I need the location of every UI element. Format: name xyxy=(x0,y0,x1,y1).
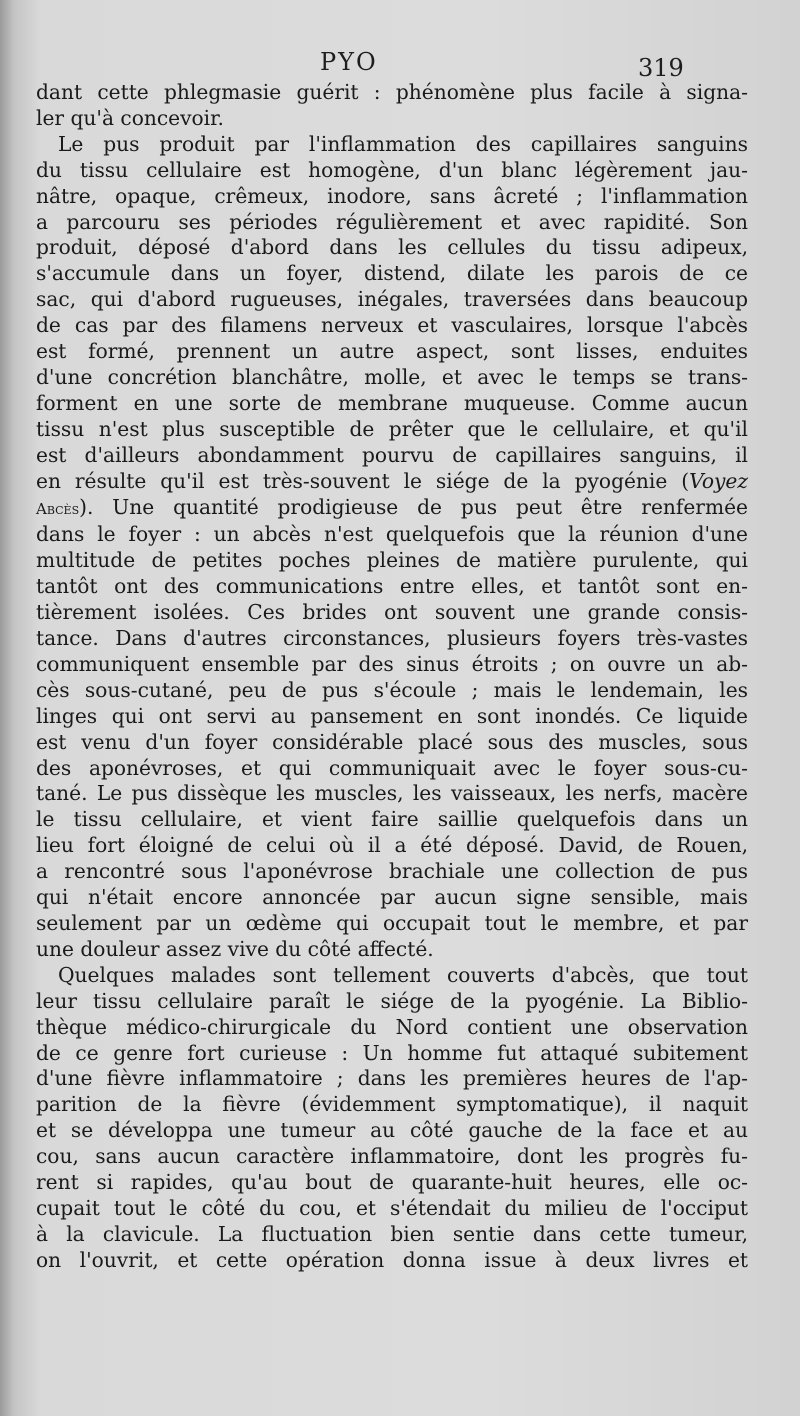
text-line xyxy=(36,548,748,574)
text-line xyxy=(36,678,748,704)
text-line xyxy=(36,730,748,756)
text-line xyxy=(36,1170,748,1196)
text-line xyxy=(36,1041,748,1067)
text-line xyxy=(36,235,748,261)
line-text: des aponévroses, et qui communiquait avec le foyer sous-cu- xyxy=(36,755,748,780)
line-text: leur tissu cellulaire paraît le siége de la pyogénie. La Biblio- xyxy=(36,988,748,1013)
line-text: cou, sans aucun caractère inflammatoire, dont les progrès fu- xyxy=(36,1144,748,1169)
line-text: d'une fièvre inflammatoire ; dans les premières heures de l'ap- xyxy=(36,1066,748,1091)
line-text: communiquent ensemble par des sinus étroits ; on ouvre un ab- xyxy=(36,651,748,676)
line-text: du tissu cellulaire est homogène, d'un blanc légèrement jau- xyxy=(36,157,748,182)
line-text: produit, déposé d'abord dans les cellules du tissu adipeux, xyxy=(36,235,748,260)
text-line xyxy=(36,833,748,859)
line-text: tissu n'est plus susceptible de prêter que le cellulaire, et qu'il xyxy=(36,416,748,441)
line-text: lieu fort éloigné de celui où il a été déposé. David, de Rouen, xyxy=(36,833,748,858)
text-line xyxy=(36,600,748,626)
text-line xyxy=(36,1015,748,1041)
line-text: ler qu'à concevoir. xyxy=(36,105,224,130)
line-text: et se développa une tumeur au côté gauche de la face et au xyxy=(36,1118,748,1143)
line-text: est formé, prennent un autre aspect, sont lisses, enduites xyxy=(36,339,748,364)
text-line xyxy=(36,339,748,365)
line-text: cupait tout le côté du cou, et s'étendait du milieu de l'occiput xyxy=(36,1195,748,1220)
smallcaps-reference: Abcès xyxy=(36,499,80,518)
running-head-title: PYO xyxy=(320,48,378,76)
line-text: parition de la fièvre (évidemment symptomatique), il naquit xyxy=(36,1092,748,1117)
text-line xyxy=(36,313,748,339)
text-line xyxy=(36,1248,748,1274)
line-text: tance. Dans d'autres circonstances, plusieurs foyers très-vastes xyxy=(36,626,748,651)
text-line xyxy=(36,989,748,1015)
text-line xyxy=(36,261,748,287)
text-line xyxy=(36,522,748,548)
line-text: seulement par un œdème qui occupait tout le membre, et par xyxy=(36,911,748,935)
line-text: thèque médico-chirurgicale du Nord contient une observation xyxy=(36,1014,748,1039)
text-line xyxy=(36,417,748,443)
text-line xyxy=(36,807,748,833)
italic-reference: Voyez xyxy=(689,468,748,493)
line-text: de cas par des filamens nerveux et vasculaires, lorsque l'abcès xyxy=(36,313,748,338)
text-line xyxy=(36,626,748,652)
text-line xyxy=(36,365,748,391)
line-text: dans le foyer : un abcès n'est quelquefois que la réunion d'une xyxy=(36,522,748,547)
line-text: Quelques malades sont tellement couverts d'abcès, que tout xyxy=(58,962,748,987)
text-line xyxy=(36,704,748,730)
text-line xyxy=(36,781,748,807)
text-line xyxy=(36,911,748,937)
text-line xyxy=(36,652,748,678)
line-text: le tissu cellulaire, et vient faire saillie quelquefois dans un xyxy=(36,807,748,832)
text-line xyxy=(36,80,748,106)
text-line xyxy=(36,1092,748,1118)
line-text: s'accumule dans un foyer, distend, dilate les parois de ce xyxy=(36,261,748,286)
text-line xyxy=(36,1066,748,1092)
line-text: multitude de petites poches pleines de matière purulente, qui xyxy=(36,548,748,573)
line-text: qui n'était encore annoncée par aucun signe sensible, mais xyxy=(36,885,748,910)
text-line xyxy=(36,885,748,911)
text-line xyxy=(36,756,748,782)
text-line xyxy=(36,106,748,132)
line-text: une douleur assez vive du côté affecté. xyxy=(36,936,434,961)
line-text: de ce genre fort curieuse : Un homme fut attaqué subitement xyxy=(36,1040,748,1065)
line-text: tané. Le pus dissèque les muscles, les vaisseaux, les nerfs, macère xyxy=(36,781,748,806)
text-line xyxy=(36,287,748,313)
line-text: Le pus produit par l'inflammation des capillaires sanguins xyxy=(58,131,748,156)
line-text-continued: ). Une quantité prodigieuse de pus peut être renfermée xyxy=(79,494,748,519)
line-text: cès sous-cutané, peu de pus s'écoule ; mais le lendemain, les xyxy=(36,677,748,702)
text-line xyxy=(36,1196,748,1222)
line-text: est venu d'un foyer considérable placé sous des muscles, sous xyxy=(36,729,748,754)
line-text: d'une concrétion blanchâtre, molle, et avec le temps se trans- xyxy=(36,364,748,389)
line-text: linges qui ont servi au pansement en sont inondés. Ce liquide xyxy=(36,703,748,728)
text-line xyxy=(36,574,748,600)
text-line xyxy=(36,443,748,469)
text-line xyxy=(36,1118,748,1144)
line-text: on l'ouvrit, et cette opération donna issue à deux livres et xyxy=(36,1247,748,1272)
text-line xyxy=(36,495,748,523)
line-text: nâtre, opaque, crêmeux, inodore, sans âcreté ; l'inflammation xyxy=(36,183,748,208)
line-text: dant cette phlegmasie guérit : phénomène plus facile à signa- xyxy=(36,80,748,104)
text-line xyxy=(36,1144,748,1170)
text-line xyxy=(36,184,748,210)
text-line xyxy=(36,158,748,184)
text-line xyxy=(36,210,748,236)
text-line xyxy=(36,963,748,989)
text-line xyxy=(36,859,748,885)
text-line xyxy=(36,1222,748,1248)
text-line xyxy=(36,469,748,495)
line-text: a parcouru ses périodes régulièrement et avec rapidité. Son xyxy=(36,209,748,234)
line-text: tantôt ont des communications entre elles, et tantôt sont en- xyxy=(36,574,748,599)
text-line xyxy=(36,132,748,158)
line-text: à la clavicule. La fluctuation bien sentie dans cette tumeur, xyxy=(36,1221,748,1246)
text-line xyxy=(36,391,748,417)
line-text: rent si rapides, qu'au bout de quarante-huit heures, elle oc- xyxy=(36,1170,748,1195)
line-text: tièrement isolées. Ces brides ont souvent une grande consis- xyxy=(36,600,748,625)
text-line xyxy=(36,937,748,963)
line-text: est d'ailleurs abondamment pourvu de capillaires sanguins, il xyxy=(36,442,748,467)
line-text: a rencontré sous l'aponévrose brachiale une collection de pus xyxy=(36,859,748,884)
line-text: en résulte qu'il est très-souvent le siége de la pyogénie ( xyxy=(36,468,690,493)
line-text: forment en une sorte de membrane muqueuse. Comme aucun xyxy=(36,390,748,415)
page-number: 319 xyxy=(638,54,684,82)
body-text xyxy=(36,80,748,1274)
line-text: sac, qui d'abord rugueuses, inégales, traversées dans beaucoup xyxy=(36,287,748,312)
